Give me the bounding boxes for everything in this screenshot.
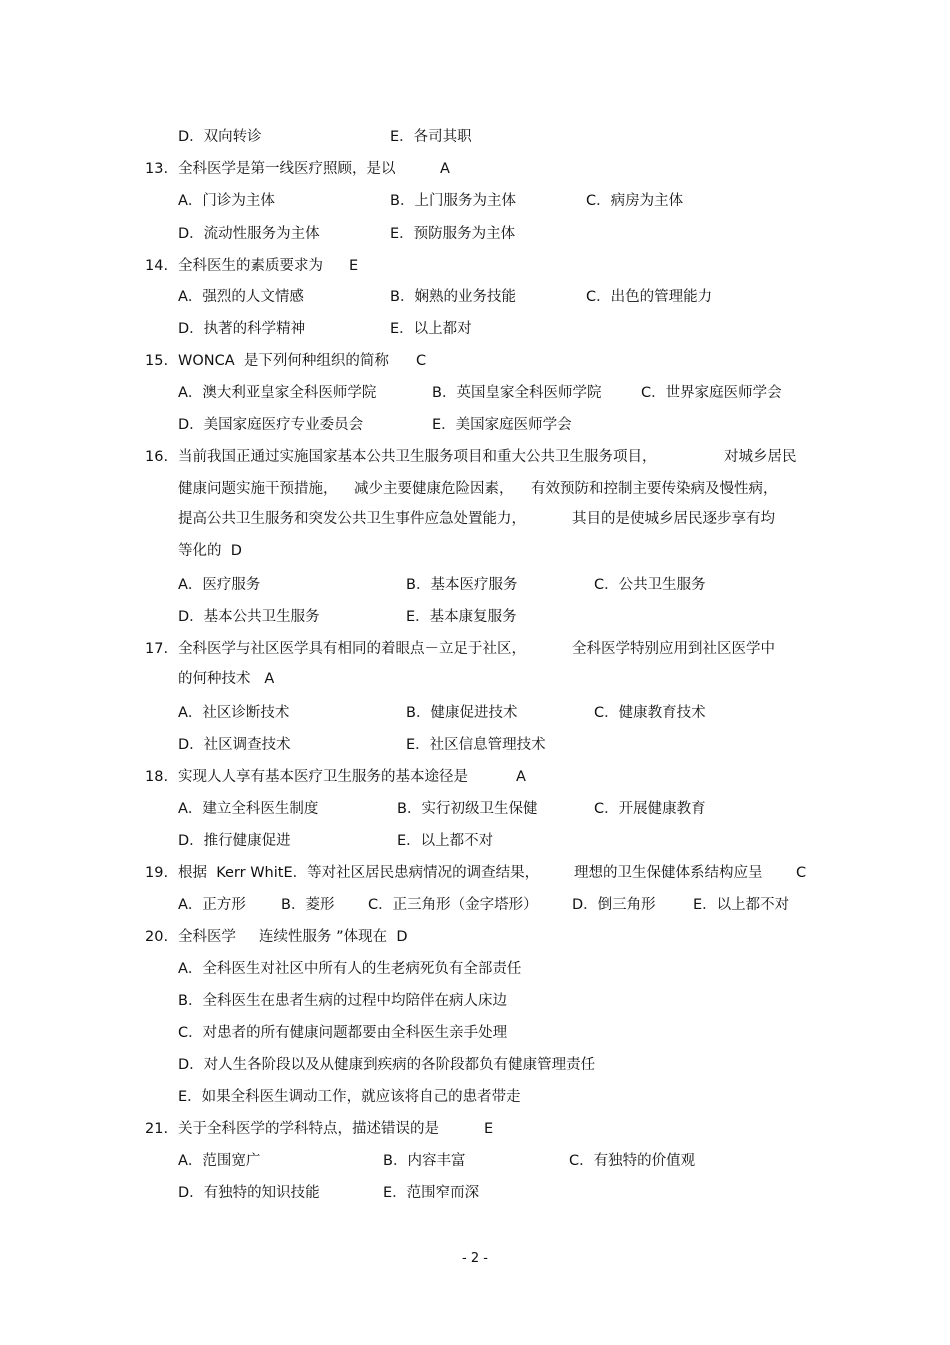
text-line: 全科医学与社区医学具有相同的着眼点－立足于社区， xyxy=(178,641,526,657)
text-line: B．娴熟的业务技能 xyxy=(390,289,516,305)
text-line: A．门诊为主体 xyxy=(178,193,275,209)
text-line: 根据 Kerr WhitE．等对社区居民患病情况的调查结果， xyxy=(178,865,540,881)
text-line: 实现人人享有基本医疗卫生服务的基本途径是 xyxy=(178,769,468,785)
text-line: D．执著的科学精神 xyxy=(178,321,306,337)
text-line: A．正方形 xyxy=(178,897,246,913)
text-line: D．流动性服务为主体 xyxy=(178,226,320,242)
question-number: 21. xyxy=(145,1121,169,1137)
text-line: B．全科医生在患者生病的过程中均陪伴在病人床边 xyxy=(178,993,507,1009)
text-line: B．上门服务为主体 xyxy=(390,193,516,209)
text-line: D．基本公共卫生服务 xyxy=(178,609,320,625)
text-line: 全科医学是第一线医疗照顾，是以 xyxy=(178,161,396,177)
text-line: 连续性服务 ”体现在 D xyxy=(259,929,408,945)
text-line: D．推行健康促进 xyxy=(178,833,291,849)
text-line: D．美国家庭医疗专业委员会 xyxy=(178,417,364,433)
question-number: 15. xyxy=(145,353,169,369)
text-line: E．以上都不对 xyxy=(693,897,790,913)
question-number: 18. xyxy=(145,769,169,785)
text-line: C．正三角形（金字塔形） xyxy=(368,897,538,913)
text-line: A xyxy=(440,161,450,177)
question-number: 20. xyxy=(145,929,169,945)
text-line: E xyxy=(349,258,359,274)
text-line: 其目的是使城乡居民逐步享有均 xyxy=(572,511,775,527)
text-line: 理想的卫生保健体系结构应呈 xyxy=(574,865,763,881)
text-line: A xyxy=(516,769,526,785)
text-line: B．英国皇家全科医师学院 xyxy=(432,385,602,401)
page-number: - 2 - xyxy=(462,1251,488,1266)
text-line: A．强烈的人文情感 xyxy=(178,289,304,305)
text-line: 关于全科医学的学科特点，描述错误的是 xyxy=(178,1121,439,1137)
text-line: A．建立全科医生制度 xyxy=(178,801,319,817)
text-line: E．社区信息管理技术 xyxy=(406,737,546,753)
text-line: E．以上都不对 xyxy=(397,833,494,849)
text-line: B．内容丰富 xyxy=(383,1153,466,1169)
question-number: 14. xyxy=(145,258,169,274)
text-line: 全科医生的素质要求为 xyxy=(178,258,323,274)
text-line: 全科医学 xyxy=(178,929,236,945)
text-line: A．全科医生对社区中所有人的生老病死负有全部责任 xyxy=(178,961,522,977)
text-line: 健康问题实施干预措施， xyxy=(178,481,338,497)
question-number: 16. xyxy=(145,449,169,465)
text-line: A．澳大利亚皇家全科医师学院 xyxy=(178,385,377,401)
text-line: 有效预防和控制主要传染病及慢性病， xyxy=(531,481,778,497)
text-line: 全科医学特别应用到社区医学中 xyxy=(572,641,775,657)
text-line: A．医疗服务 xyxy=(178,577,261,593)
text-line: A．社区诊断技术 xyxy=(178,705,290,721)
text-line: B．基本医疗服务 xyxy=(406,577,518,593)
text-line: 对城乡居民 xyxy=(724,449,797,465)
text-line: B．实行初级卫生保健 xyxy=(397,801,538,817)
question-number: 17. xyxy=(145,641,169,657)
text-line: E．以上都对 xyxy=(390,321,472,337)
text-line: C xyxy=(416,353,427,369)
text-line: E．基本康复服务 xyxy=(406,609,517,625)
text-line: E．如果全科医生调动工作，就应该将自己的患者带走 xyxy=(178,1089,521,1105)
text-line: E xyxy=(484,1121,494,1137)
text-line: C．公共卫生服务 xyxy=(594,577,706,593)
text-line: D．对人生各阶段以及从健康到疾病的各阶段都负有健康管理责任 xyxy=(178,1057,596,1073)
text-line: B．菱形 xyxy=(281,897,335,913)
text-line: 提高公共卫生服务和突发公共卫生事件应急处置能力， xyxy=(178,511,526,527)
text-line: C．出色的管理能力 xyxy=(586,289,713,305)
text-line: C．健康教育技术 xyxy=(594,705,706,721)
text-line: B．健康促进技术 xyxy=(406,705,518,721)
text-line: 减少主要健康危险因素， xyxy=(354,481,514,497)
text-line: D．社区调查技术 xyxy=(178,737,291,753)
question-number: 19. xyxy=(145,865,169,881)
text-line: WONCA 是下列何种组织的简称 xyxy=(178,353,389,369)
text-line: D．倒三角形 xyxy=(572,897,656,913)
text-line: E．美国家庭医师学会 xyxy=(432,417,572,433)
text-line: C．开展健康教育 xyxy=(594,801,706,817)
text-line: D．双向转诊 xyxy=(178,129,262,145)
text-line: C xyxy=(796,865,807,881)
text-line: E．预防服务为主体 xyxy=(390,226,516,242)
question-number: 13. xyxy=(145,161,169,177)
text-line: 的何种技术 A xyxy=(178,671,275,687)
text-line: C．对患者的所有健康问题都要由全科医生亲手处理 xyxy=(178,1025,508,1041)
text-line: C．有独特的价值观 xyxy=(569,1153,696,1169)
text-line: D．有独特的知识技能 xyxy=(178,1185,320,1201)
text-line: E．范围窄而深 xyxy=(383,1185,480,1201)
text-line: C．病房为主体 xyxy=(586,193,684,209)
text-line: E．各司其职 xyxy=(390,129,472,145)
text-line: A．范围宽广 xyxy=(178,1153,261,1169)
text-line: 等化的 D xyxy=(178,543,242,559)
text-line: C．世界家庭医师学会 xyxy=(641,385,782,401)
text-line: 当前我国正通过实施国家基本公共卫生服务项目和重大公共卫生服务项目， xyxy=(178,449,657,465)
